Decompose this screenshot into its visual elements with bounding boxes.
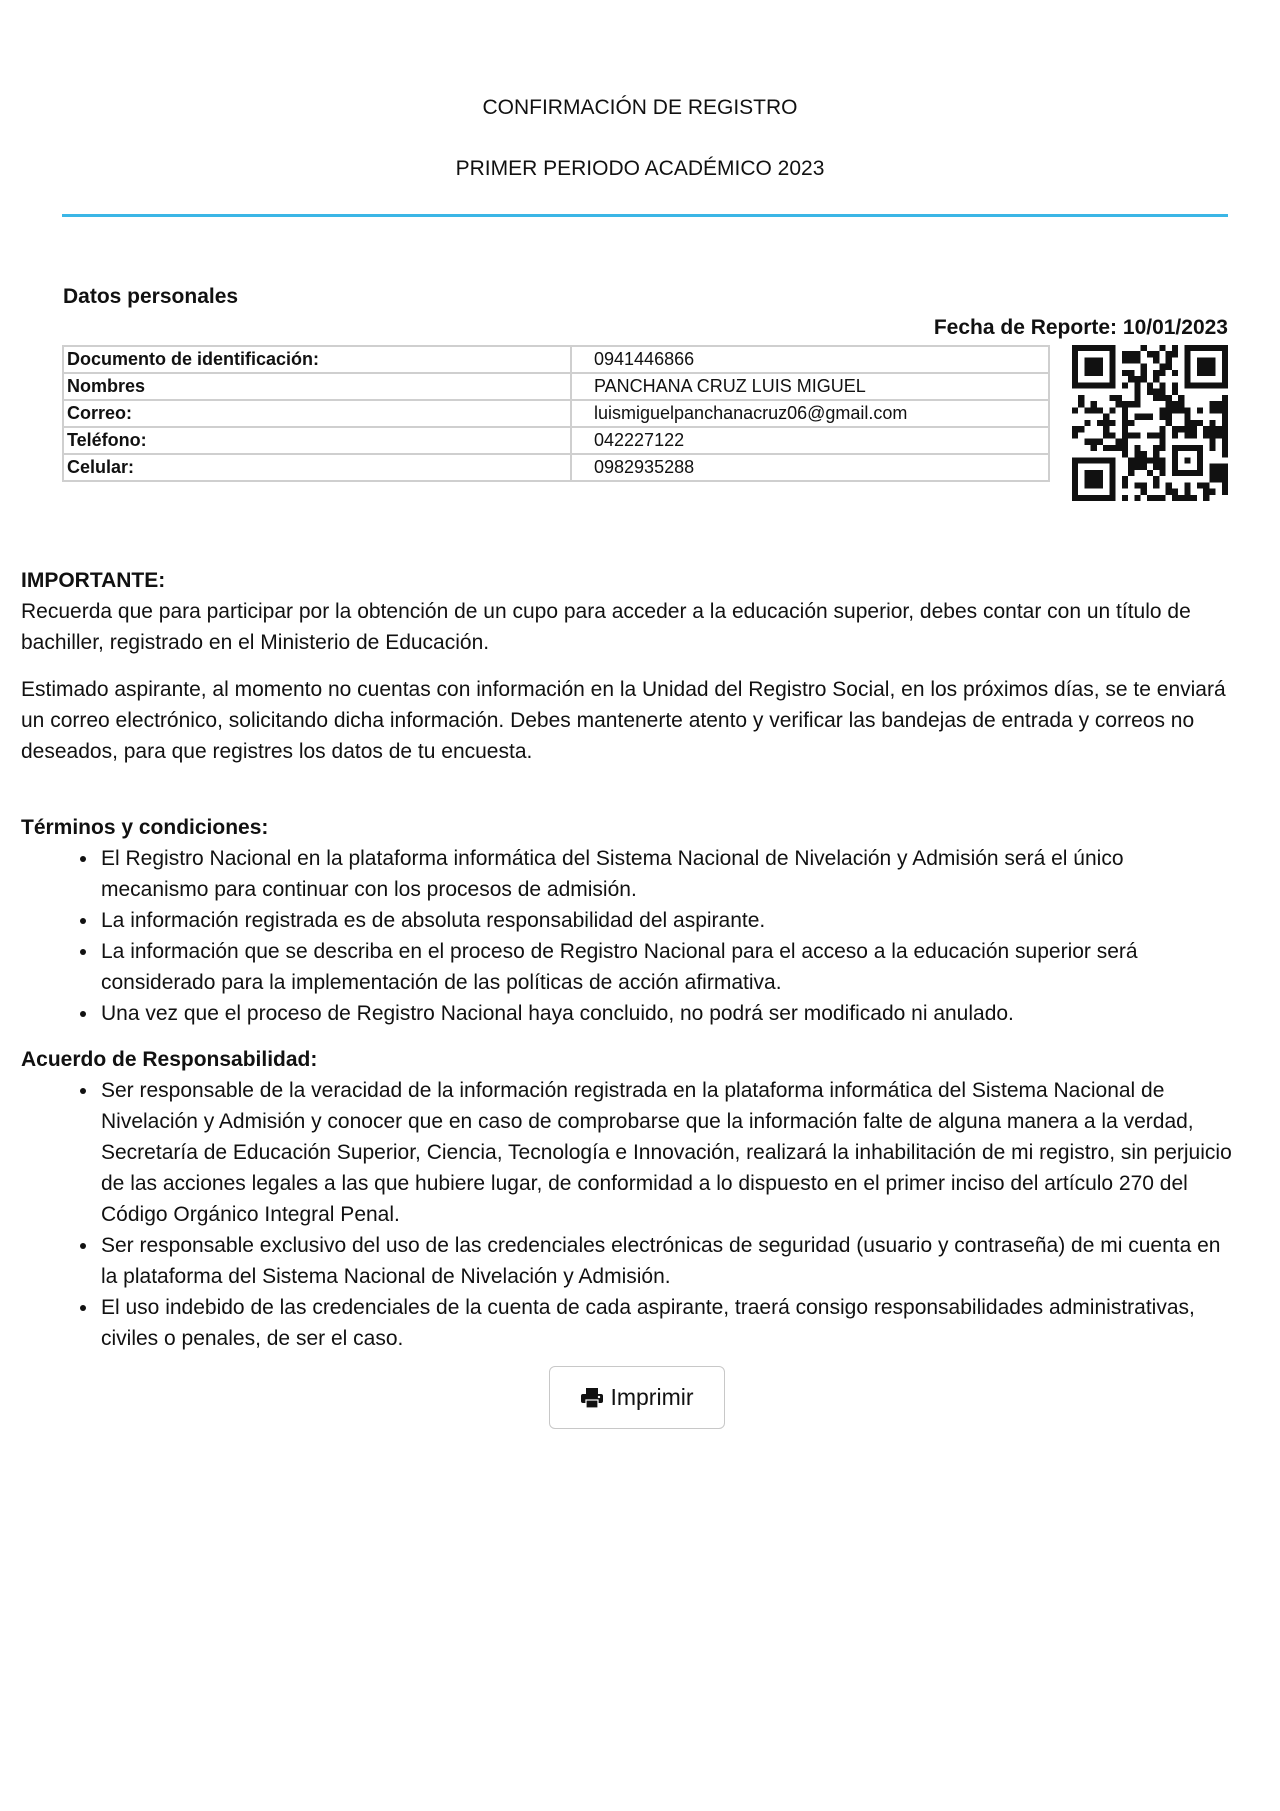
qr-code-icon — [1072, 345, 1228, 501]
personal-data-table — [62, 345, 1050, 482]
list-item: Ser responsable de la veracidad de la información registrada en la plataforma informática del Sistema Nacional de Nivelación y Admisión y conocer que en caso de comprobarse que la información falte de alguna manera a la verdad, Secretaría de Educación Superior, Ciencia, Tecnología e Innovación, realizará la inhabilitación de mi registro, sin perjuicio de las acciones legales a las que hubiere lugar, de conformidad a lo dispuesto en el primer inciso del artículo 270 del Código Orgánico Integral Penal. — [66, 1075, 1233, 1230]
list-item: Una vez que el proceso de Registro Nacional haya concluido, no podrá ser modificado ni anulado. — [66, 998, 1233, 1029]
printer-icon — [580, 1387, 604, 1409]
important-heading: IMPORTANTE: — [21, 569, 166, 592]
important-paragraph-2: Estimado aspirante, al momento no cuentas con información en la Unidad del Registro Social, en los próximos días, se te enviará un correo electrónico, solicitando dicha información. Debes mantenerte atento y verificar las bandejas de entrada y correos no deseados, para que registres los datos de tu encuesta. — [21, 678, 1226, 763]
report-date: Fecha de Reporte: 10/01/2023 — [933, 316, 1228, 339]
table-row — [63, 427, 1049, 454]
list-item: La información registrada es de absoluta responsabilidad del aspirante. — [66, 905, 1233, 936]
row-value: PANCHANA CRUZ LUIS MIGUEL — [571, 373, 1049, 400]
row-label: Documento de identificación: — [63, 346, 571, 373]
agreement-heading: Acuerdo de Responsabilidad: — [21, 1048, 318, 1071]
row-label: Celular: — [63, 454, 571, 481]
row-label: Nombres — [63, 373, 571, 400]
page-title: CONFIRMACIÓN DE REGISTRO — [482, 96, 798, 119]
terms-section — [21, 812, 1233, 1029]
page-subtitle: PRIMER PERIODO ACADÉMICO 2023 — [455, 157, 825, 180]
list-item: El uso indebido de las credenciales de la cuenta de cada aspirante, traerá consigo responsabilidades administrativas, civiles o penales, de ser el caso. — [66, 1292, 1233, 1354]
important-paragraph-1: Recuerda que para participar por la obtención de un cupo para acceder a la educación superior, debes contar con un título de bachiller, registrado en el Ministerio de Educación. — [21, 600, 1191, 654]
terms-heading: Términos y condiciones: — [21, 816, 269, 839]
row-value: 0982935288 — [571, 454, 1049, 481]
list-item: La información que se describa en el proceso de Registro Nacional para el acceso a la educación superior será considerado para la implementación de las políticas de acción afirmativa. — [66, 936, 1233, 998]
print-button[interactable] — [549, 1366, 725, 1429]
important-section — [21, 565, 1233, 767]
personal-data-heading: Datos personales — [63, 285, 239, 308]
terms-list — [21, 843, 1233, 1029]
row-value: 0941446866 — [571, 346, 1049, 373]
row-label: Teléfono: — [63, 427, 571, 454]
list-item: El Registro Nacional en la plataforma informática del Sistema Nacional de Nivelación y Admisión será el único mecanismo para continuar con los procesos de admisión. — [66, 843, 1233, 905]
list-item: Ser responsable exclusivo del uso de las credenciales electrónicas de seguridad (usuario y contraseña) de mi cuenta en la plataforma del Sistema Nacional de Nivelación y Admisión. — [66, 1230, 1233, 1292]
table-row — [63, 454, 1049, 481]
print-button-label: Imprimir — [610, 1384, 694, 1410]
row-value: luismiguelpanchanacruz06@gmail.com — [571, 400, 1049, 427]
row-value: 042227122 — [571, 427, 1049, 454]
agreement-list — [21, 1075, 1233, 1354]
table-row — [63, 373, 1049, 400]
row-label: Correo: — [63, 400, 571, 427]
agreement-section — [21, 1044, 1233, 1354]
table-row — [63, 400, 1049, 427]
header-divider — [62, 214, 1228, 217]
table-row — [63, 346, 1049, 373]
